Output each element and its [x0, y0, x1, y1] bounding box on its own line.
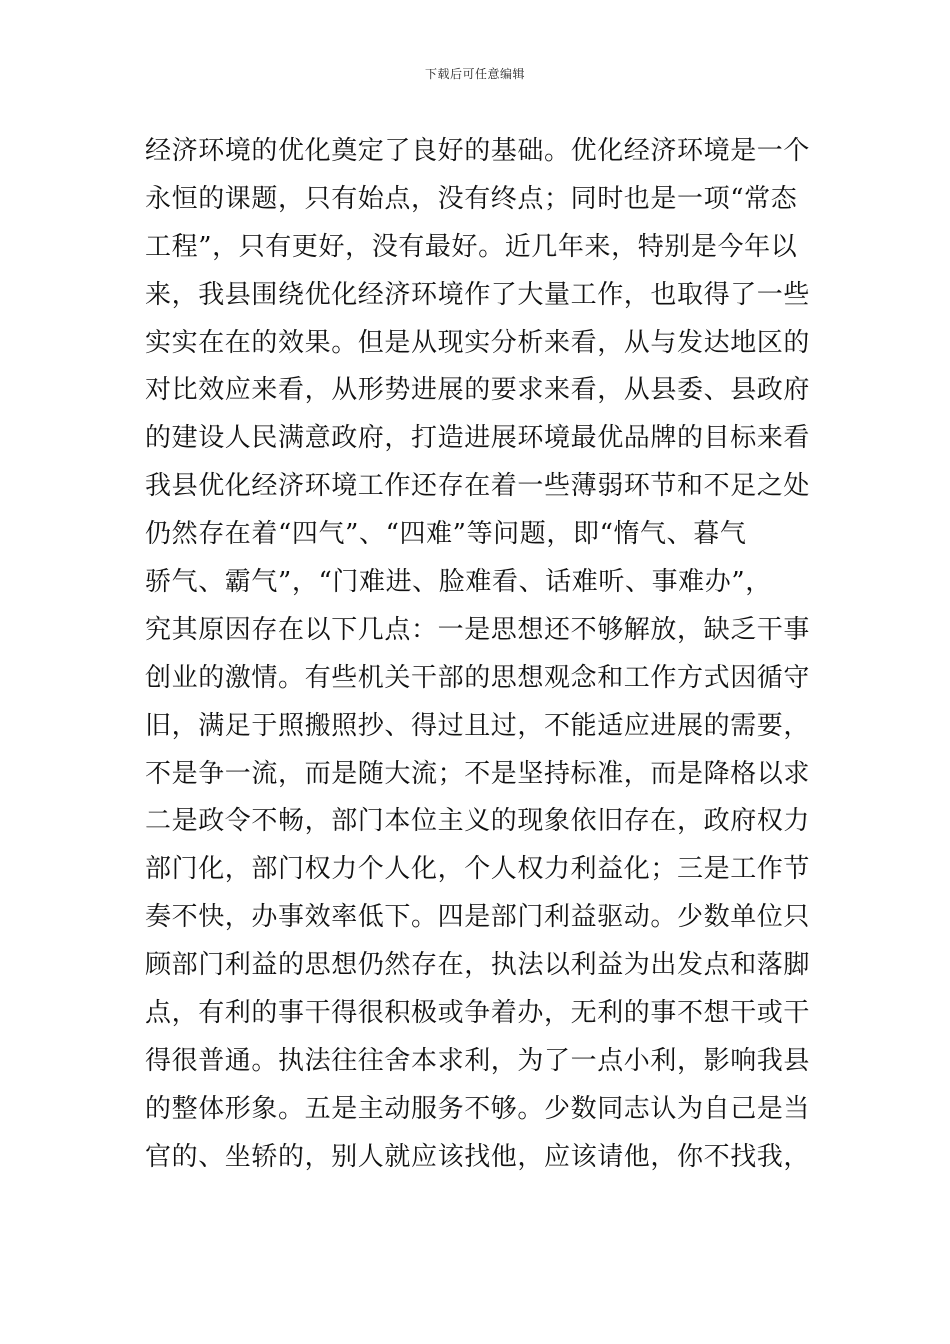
text-line: 的建设人民满意政府，打造进展环境最优品牌的目标来看 — [145, 423, 811, 454]
text-line: 不是争一流，而是随大流；不是坚持标准，而是降格以求 — [145, 758, 811, 789]
text-line: 创业的激情。有些机关干部的思想观念和工作方式因循守 — [145, 662, 811, 693]
text-line: 对比效应来看，从形势进展的要求来看，从县委、县政府 — [145, 375, 811, 406]
page-header: 下载后可任意编辑 — [424, 67, 525, 81]
text-line: 的整体形象。五是主动服务不够。少数同志认为自己是当 — [145, 1093, 811, 1124]
text-line: 来，我县围绕优化经济环境作了大量工作，也取得了一些 — [145, 279, 811, 310]
text-line: 永恒的课题，只有始点，没有终点；同时也是一项“常态 — [145, 183, 798, 214]
text-line: 官的、坐轿的，别人就应该找他，应该请他，你不找我， — [145, 1141, 811, 1172]
text-line: 工程”，只有更好，没有最好。近几年来，特别是今年以 — [145, 231, 798, 262]
text-line: 仍然存在着“四气”、“四难”等问题，即“惰气、暮气 — [145, 519, 747, 550]
text-line: 二是政令不畅，部门本位主义的现象依旧存在，政府权力 — [145, 806, 811, 837]
text-line: 奏不快，办事效率低下。四是部门利益驱动。少数单位只 — [145, 902, 811, 933]
text-line: 顾部门利益的思想仍然存在，执法以利益为出发点和落脚 — [145, 950, 811, 981]
text-line: 我县优化经济环境工作还存在着一些薄弱环节和不足之处 — [145, 471, 811, 502]
text-line: 究其原因存在以下几点：一是思想还不够解放，缺乏干事 — [145, 614, 811, 645]
text-line: 旧，满足于照搬照抄、得过且过，不能适应进展的需要， — [145, 710, 811, 741]
text-line: 实实在在的效果。但是从现实分析来看，从与发达地区的 — [145, 327, 811, 358]
text-line: 部门化，部门权力个人化，个人权力利益化；三是工作节 — [145, 854, 811, 885]
document-body — [145, 128, 815, 1182]
text-line: 骄气、霸气”，“门难进、脸难看、话难听、事难办”， — [145, 567, 772, 598]
text-line: 点，有利的事干得很积极或争着办，无利的事不想干或干 — [145, 998, 811, 1029]
text-line: 得很普通。执法往往舍本求利，为了一点小利，影响我县 — [145, 1045, 811, 1076]
text-line: 经济环境的优化奠定了良好的基础。优化经济环境是一个 — [145, 136, 811, 166]
